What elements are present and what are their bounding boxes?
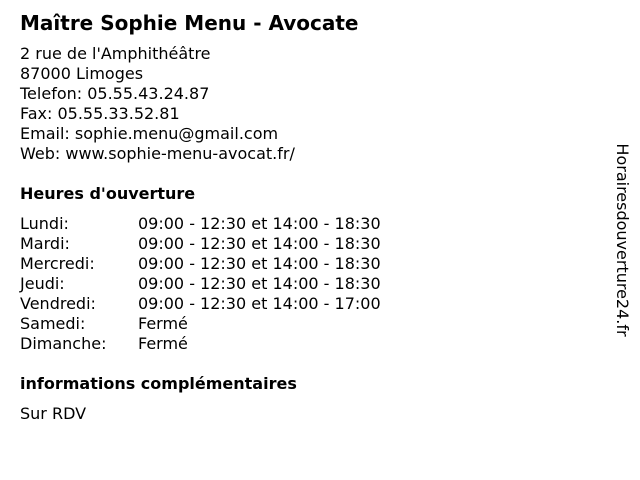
hours-row-sunday (20, 334, 440, 354)
opening-hours-table (20, 214, 440, 354)
additional-info-heading: informations complémentaires (20, 374, 297, 393)
day-label: Mardi: (20, 234, 70, 253)
address-city: 87000 Limoges (20, 64, 144, 83)
site-watermark: Horairesdouverture24.fr (613, 143, 632, 337)
hours-row-thursday (20, 274, 440, 294)
address-block (20, 44, 295, 164)
hours-row-monday (20, 214, 440, 234)
hours-row-wednesday (20, 254, 440, 274)
time-value: 09:00 - 12:30 et 14:00 - 18:30 (138, 254, 381, 273)
hours-row-friday (20, 294, 440, 314)
day-label: Mercredi: (20, 254, 95, 273)
day-label: Dimanche: (20, 334, 107, 353)
time-value: 09:00 - 12:30 et 14:00 - 18:30 (138, 234, 381, 253)
phone-number: Telefon: 05.55.43.24.87 (20, 84, 210, 103)
opening-hours-heading: Heures d'ouverture (20, 184, 196, 203)
page-title: Maître Sophie Menu - Avocate (20, 11, 359, 35)
time-value: Fermé (138, 334, 188, 353)
time-value: 09:00 - 12:30 et 14:00 - 18:30 (138, 214, 381, 233)
day-label: Samedi: (20, 314, 86, 333)
day-label: Lundi: (20, 214, 69, 233)
additional-info-text: Sur RDV (20, 404, 87, 423)
website-url: Web: www.sophie-menu-avocat.fr/ (20, 144, 295, 163)
fax-number: Fax: 05.55.33.52.81 (20, 104, 180, 123)
address-street: 2 rue de l'Amphithéâtre (20, 44, 211, 63)
time-value: Fermé (138, 314, 188, 333)
hours-row-tuesday (20, 234, 440, 254)
hours-row-saturday (20, 314, 440, 334)
day-label: Vendredi: (20, 294, 96, 313)
time-value: 09:00 - 12:30 et 14:00 - 18:30 (138, 274, 381, 293)
day-label: Jeudi: (20, 274, 65, 293)
time-value: 09:00 - 12:30 et 14:00 - 17:00 (138, 294, 381, 313)
email-address: Email: sophie.menu@gmail.com (20, 124, 279, 143)
